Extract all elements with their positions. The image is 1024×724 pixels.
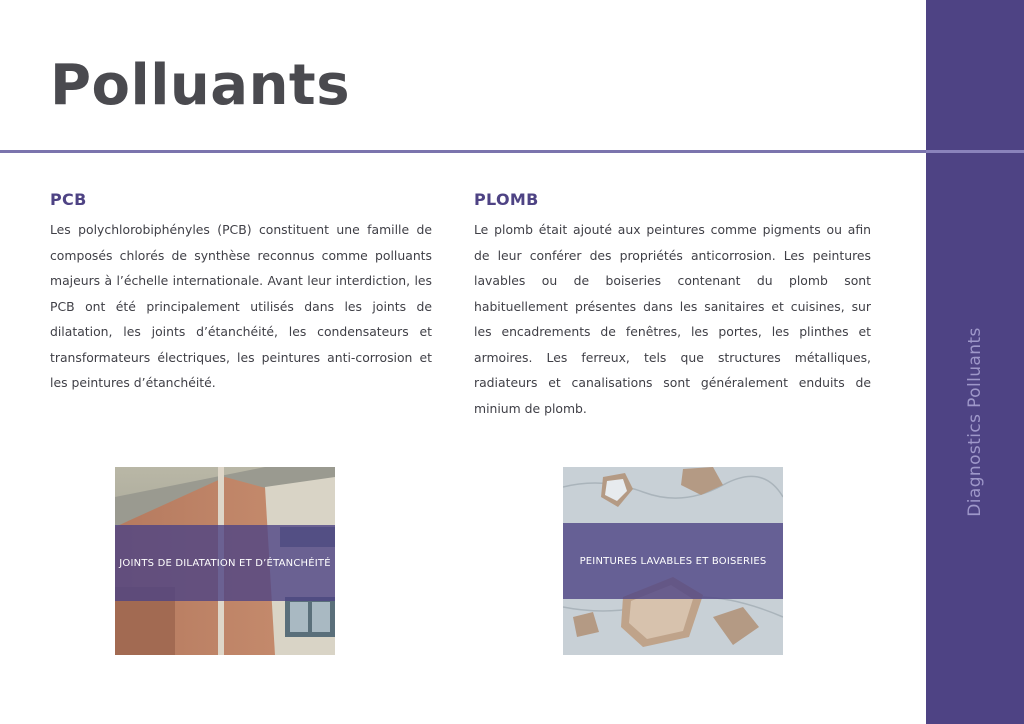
section-plomb	[474, 190, 871, 421]
section-body-plomb: Le plomb était ajouté aux peintures comme pigments ou afin de leur conférer des propriétés anticorrosion. Les peintures lavables ou de boiseries contenant du plomb sont habituellement présentes dans les sanitaires et cuisines, sur les encadrements de fenêtres, les portes, les plinthes et armoires. Les ferreux, tels que structures métalliques, radiateurs et canalisations sont généralement enduits de minium de plomb.	[474, 222, 871, 416]
page-title: Polluants	[50, 53, 351, 118]
section-heading-plomb: PLOMB	[474, 190, 539, 209]
image-caption: JOINTS DE DILATATION ET D’ÉTANCHÉITÉ	[119, 557, 331, 569]
image-caption-band	[563, 523, 783, 599]
side-section-label: Diagnostics Polluants	[965, 327, 985, 517]
side-band-divider	[926, 150, 1024, 153]
section-pcb	[50, 190, 432, 396]
section-body-pcb: Les polychlorobiphényles (PCB) constituent une famille de composés chlorés de synthèse reconnus comme polluants majeurs à l’échelle internationale. Avant leur interdiction, les PCB ont été principalement utilisés dans les joints de dilatation, les joints d’étanchéité, les condensateurs et transformateurs électriques, les peintures anti-corrosion et les peintures d’étanchéité.	[50, 222, 432, 390]
photo-peeling-paint	[563, 467, 783, 655]
image-caption-band	[115, 525, 335, 601]
photo-expansion-joints	[115, 467, 335, 655]
image-caption: PEINTURES LAVABLES ET BOISERIES	[579, 555, 767, 567]
section-heading-pcb: PCB	[50, 190, 87, 209]
title-divider	[0, 150, 1024, 153]
